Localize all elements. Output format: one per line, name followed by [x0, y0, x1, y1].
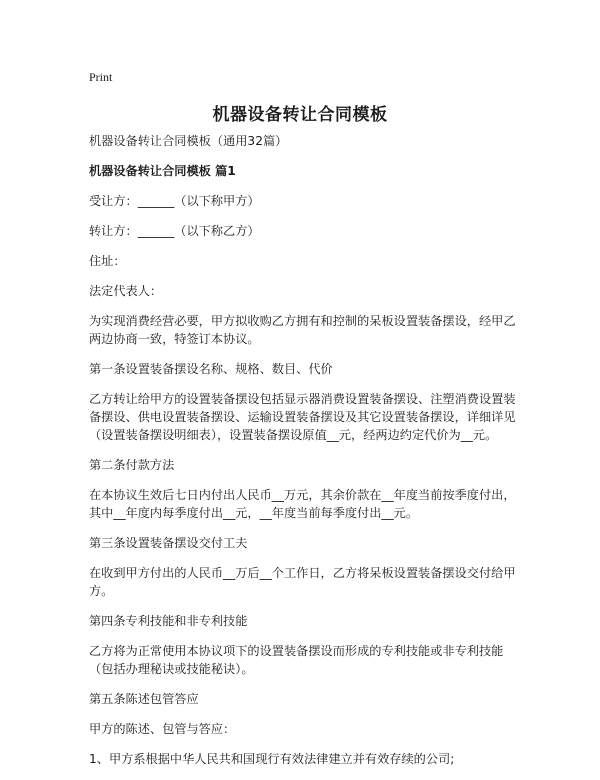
paragraph: 1、甲方系根据中华人民共和国现行有效法律建立并有效存续的公司;	[89, 752, 455, 766]
section-heading: 机器设备转让合同模板 篇1	[89, 164, 236, 178]
page-title: 机器设备转让合同模板	[212, 105, 388, 125]
paragraph: 为实现消费经营必要，甲方拟收购乙方拥有和控制的呆板设置装备摆设，经甲乙两边协商一致，特签订本协议。	[89, 314, 516, 346]
paragraph: 受让方：______（以下称甲方）	[89, 194, 260, 208]
paragraph: 在收到甲方付出的人民币__万后__个工作日，乙方将呆板设置装备摆设交付给甲方。	[89, 566, 516, 598]
paragraph: 法定代表人：	[89, 284, 163, 298]
paragraph: 甲方的陈述、包管与答应：	[89, 722, 236, 736]
clause-heading: 第二条付款方法	[89, 458, 175, 472]
clause-heading: 第四条专利技能和非专利技能	[89, 614, 248, 628]
paragraph: 在本协议生效后七日内付出人民币__万元，其余价款在__年度当前按季度付出，其中__年度内每季度付出__元，__年度当前每季度付出__元。	[89, 488, 516, 520]
document-body	[89, 132, 523, 780]
paragraph: 住址：	[89, 254, 126, 268]
print-link[interactable]: Print	[89, 70, 113, 84]
document-subtitle: 机器设备转让合同模板（通用32篇）	[89, 134, 288, 148]
clause-heading: 第三条设置装备摆设交付工夫	[89, 536, 248, 550]
paragraph: 乙方转让给甲方的设置装备摆设包括显示器消费设置装备摆设、注塑消费设置装备摆设、供电设置装备摆设、运输设置装备摆设及其它设置装备摆设，详细详见（设置装备摆设明细表），设置装备摆设原值__元，经两边约定代价为__元。	[89, 392, 516, 442]
clause-heading: 第五条陈述包管答应	[89, 692, 199, 706]
paragraph: 转让方：______（以下称乙方）	[89, 224, 260, 238]
clause-heading: 第一条设置装备摆设名称、规格、数目、代价	[89, 362, 333, 376]
paragraph: 乙方将为正常使用本协议项下的设置装备摆设而形成的专利技能或非专利技能（包括办理秘诀或技能秘诀）。	[89, 644, 504, 676]
